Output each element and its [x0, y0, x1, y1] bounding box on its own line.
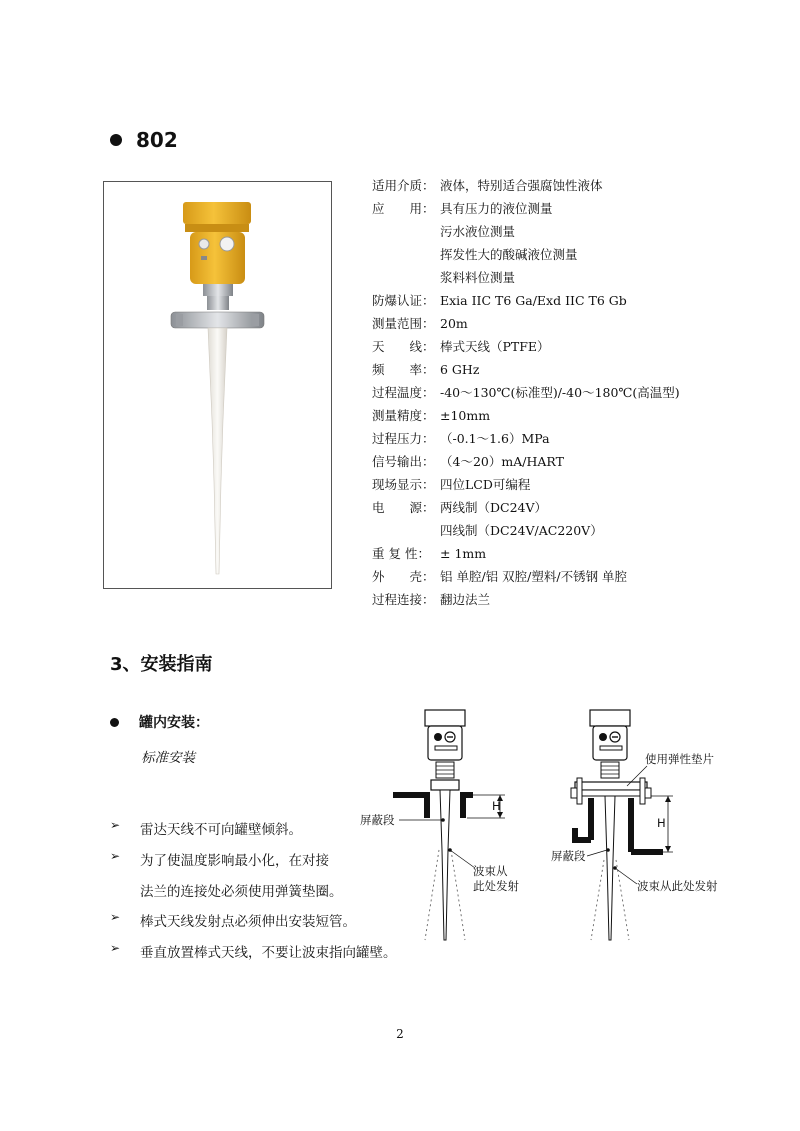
spec-row: 天 线： 棒式天线（PTFE）	[372, 339, 550, 354]
product-photo	[103, 181, 332, 589]
shield-label-1: 屏蔽段	[360, 813, 395, 827]
spec-row: 测量范围： 20m	[372, 316, 468, 331]
tank-install-heading	[110, 712, 209, 732]
spec-row: 测量精度： ±10mm	[372, 408, 491, 423]
spec-row: 过程压力： （-0.1～1.6）MPa	[372, 431, 550, 446]
spec-row: 浆料料位测量	[440, 270, 516, 285]
note-item: ➢ 垂直放置棒式天线，不要让波束指向罐壁。	[110, 941, 397, 961]
diagram-standard-nozzle	[360, 710, 519, 940]
spec-row: 四线制（DC24V/AC220V）	[440, 523, 603, 538]
note-item: ➢ 为了使温度影响最小化，在对接	[110, 849, 329, 869]
spec-row: 过程温度： -40～130℃(标准型)/-40～180℃(高温型)	[372, 385, 680, 400]
shield-label-2: 屏蔽段	[551, 849, 586, 863]
beam-label-1a: 波束从	[473, 864, 508, 878]
spec-row: 应 用： 具有压力的液位测量	[372, 201, 553, 216]
bullet-dot-icon	[110, 718, 119, 727]
spec-row: 防爆认证： Exia IIC T6 Ga/Exd IIC T6 Gb	[372, 293, 627, 308]
beam-label-2: 波束从此处发射	[637, 879, 718, 893]
arrow-bullet-icon: ➢	[110, 818, 121, 832]
spec-row: 信号输出： （4～20）mA/HART	[372, 454, 564, 469]
arrow-bullet-icon: ➢	[110, 941, 121, 955]
spec-row: 挥发性大的酸碱液位测量	[440, 247, 578, 262]
height-symbol-2: H	[657, 816, 666, 830]
spec-row: 适用介质： 液体，特别适合强腐蚀性液体	[372, 178, 603, 193]
spec-row: 电 源： 两线制（DC24V）	[372, 500, 548, 515]
note-item: ➢ 雷达天线不可向罐壁倾斜。	[110, 818, 302, 838]
page-number: 2	[396, 1027, 404, 1041]
model-heading	[110, 128, 178, 152]
tank-install-label: 罐内安装：	[139, 715, 209, 731]
standard-install-label: 标准安装	[141, 750, 195, 766]
spec-row: 现场显示： 四位LCD可编程	[372, 477, 531, 492]
height-symbol-1: H	[492, 799, 501, 813]
spec-row: 重 复 性： ± 1mm	[372, 546, 487, 561]
note-item: ➢ 棒式天线发射点必须伸出安装短管。	[110, 910, 356, 930]
diagram-spring-gasket	[551, 710, 718, 940]
spec-row: 过程连接： 翻边法兰	[372, 592, 491, 607]
beam-label-1b: 此处发射	[473, 879, 519, 893]
section-heading: 3、安装指南	[110, 654, 213, 675]
note-item-continuation: 法兰的连接处必须使用弹簧垫圈。	[140, 884, 343, 900]
spec-row: 外 壳： 铝 单腔/铝 双腔/塑料/不锈钢 单腔	[372, 569, 628, 584]
spec-row: 污水液位测量	[440, 224, 516, 239]
radar-level-meter-picture	[104, 182, 331, 588]
installation-diagrams	[355, 700, 750, 950]
gasket-label: 使用弹性垫片	[645, 752, 714, 766]
arrow-bullet-icon: ➢	[110, 910, 121, 924]
bullet-dot-icon	[110, 134, 122, 146]
arrow-bullet-icon: ➢	[110, 849, 121, 863]
model-name: 802	[136, 128, 178, 152]
spec-row: 频 率： 6 GHz	[372, 362, 480, 377]
